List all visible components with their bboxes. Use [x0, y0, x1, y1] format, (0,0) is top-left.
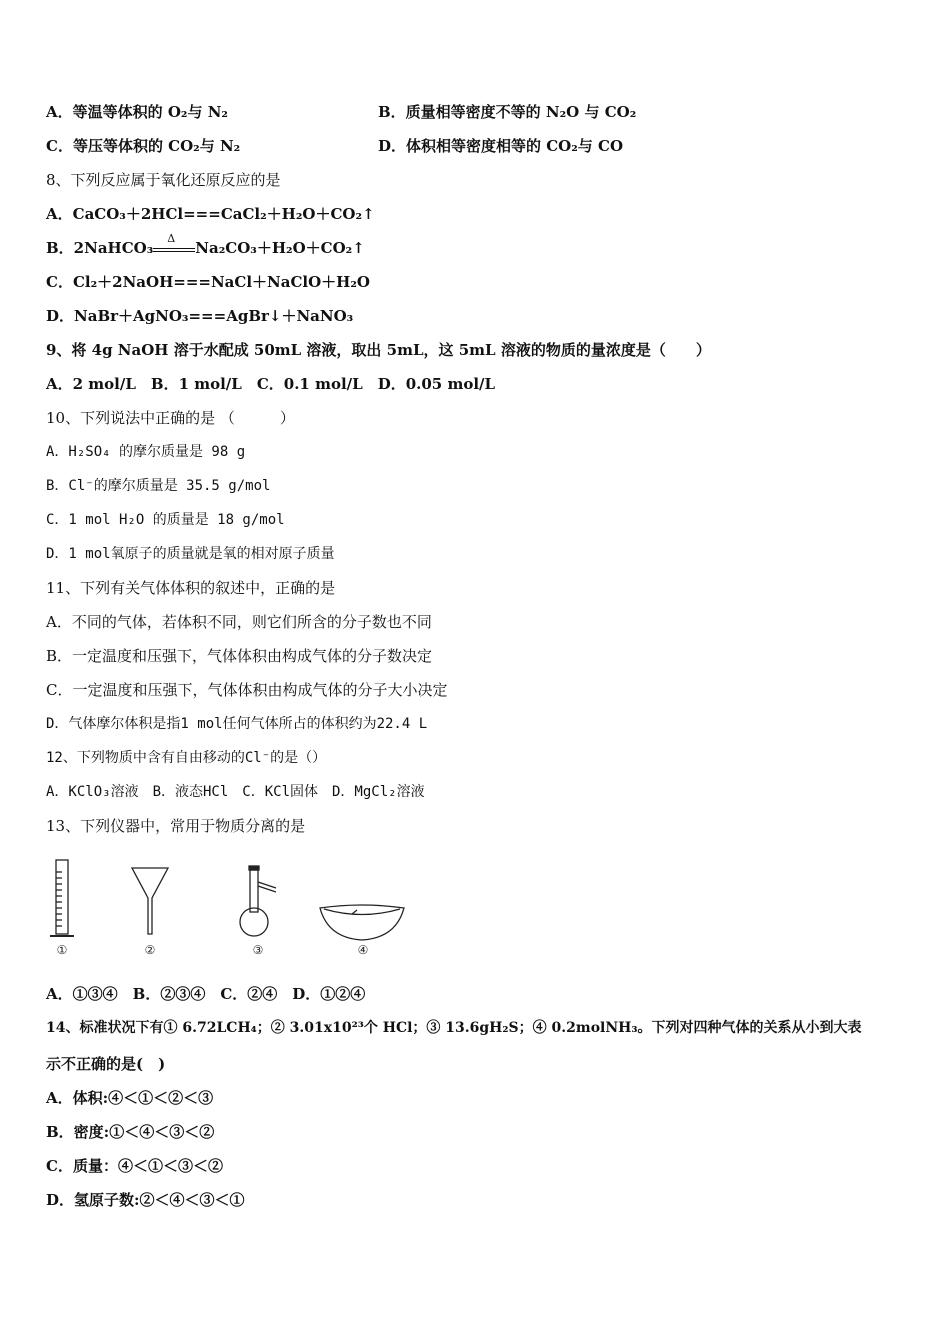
q14-option-b: B．密度:①＜④＜③＜②	[46, 1123, 215, 1141]
q10-stem: 10、下列说法中正确的是 （ ）	[46, 409, 295, 427]
q14-option-d: D．氢原子数:②＜④＜③＜①	[46, 1191, 245, 1209]
q10-option-c: C．1 mol H₂O 的质量是 18 g/mol	[46, 512, 285, 528]
q14-stem-line1: 14、标准状况下有① 6.72LCH₄；② 3.01x10²³个 HCl；③ 13.6gH₂S；④ 0.2molNH₃。下列对四种气体的关系从小到大表	[46, 1020, 862, 1036]
q11-stem: 11、下列有关气体体积的叙述中，正确的是	[46, 579, 336, 597]
q13-options: A．①③④ B．②③④ C．②④ D．①②④	[46, 985, 366, 1003]
apparatus-label-3: ③	[252, 943, 264, 957]
q14-option-a: A．体积:④＜①＜②＜③	[46, 1089, 214, 1107]
apparatus-label-1: ①	[56, 943, 68, 957]
q7-option-d: D．体积相等密度相等的 CO₂与 CO	[378, 137, 624, 155]
apparatus-label-2: ②	[144, 943, 156, 957]
q11-option-d: D．气体摩尔体积是指1 mol任何气体所占的体积约为22.4 L	[46, 716, 428, 732]
lab-apparatus-figure	[40, 852, 420, 962]
distillation-flask-icon	[240, 866, 276, 936]
q8-option-d: D．NaBr＋AgNO₃===AgBr↓＋NaNO₃	[46, 307, 354, 325]
q11-option-b: B．一定温度和压强下，气体体积由构成气体的分子数决定	[46, 647, 433, 665]
q12-stem: 12、下列物质中含有自由移动的Cl⁻的是（）	[46, 750, 327, 766]
heat-arrow	[153, 232, 195, 258]
q12-options: A．KClO₃溶液 B．液态HCl C．KCl固体 D．MgCl₂溶液	[46, 784, 425, 800]
q8-option-c: C．Cl₂＋2NaOH===NaCl＋NaClO＋H₂O	[46, 273, 370, 291]
q11-option-c: C．一定温度和压强下，气体体积由构成气体的分子大小决定	[46, 681, 448, 699]
funnel-icon	[132, 868, 168, 934]
q14-stem-line2: 示不正确的是( )	[46, 1055, 166, 1073]
q8-option-a: A．CaCO₃＋2HCl===CaCl₂＋H₂O＋CO₂↑	[46, 205, 375, 223]
q10-option-b: B．Cl⁻的摩尔质量是 35.5 g/mol	[46, 478, 271, 494]
graduated-cylinder-icon	[50, 860, 74, 936]
q8-option-b-reactant: B．2NaHCO₃	[46, 239, 154, 257]
q10-option-d: D．1 mol氧原子的质量就是氧的相对原子质量	[46, 546, 335, 562]
q11-option-a: A．不同的气体，若体积不同，则它们所含的分子数也不同	[46, 613, 432, 631]
heat-condition: Δ	[167, 232, 176, 245]
evaporating-dish-icon	[320, 905, 404, 940]
q13-stem: 13、下列仪器中，常用于物质分离的是	[46, 817, 306, 835]
q7-option-c: C．等压等体积的 CO₂与 N₂	[46, 137, 241, 155]
q8-option-b	[46, 232, 365, 258]
q9-options: A．2 mol/L B．1 mol/L C．0.1 mol/L D．0.05 mol/L	[46, 375, 496, 393]
q14-option-c: C．质量：④＜①＜③＜②	[46, 1157, 223, 1175]
q7-option-b: B．质量相等密度不等的 N₂O 与 CO₂	[378, 103, 637, 121]
q9-stem: 9、将 4g NaOH 溶于水配成 50mL 溶液，取出 5mL，这 5mL 溶液的物质的量浓度是（ ）	[46, 341, 711, 359]
q7-option-a: A．等温等体积的 O₂与 N₂	[46, 103, 229, 121]
q10-option-a: A．H₂SO₄ 的摩尔质量是 98 g	[46, 444, 246, 460]
q8-option-b-products: Na₂CO₃＋H₂O＋CO₂↑	[195, 239, 365, 257]
apparatus-label-4: ④	[357, 943, 369, 957]
q8-stem: 8、下列反应属于氧化还原反应的是	[46, 171, 281, 189]
